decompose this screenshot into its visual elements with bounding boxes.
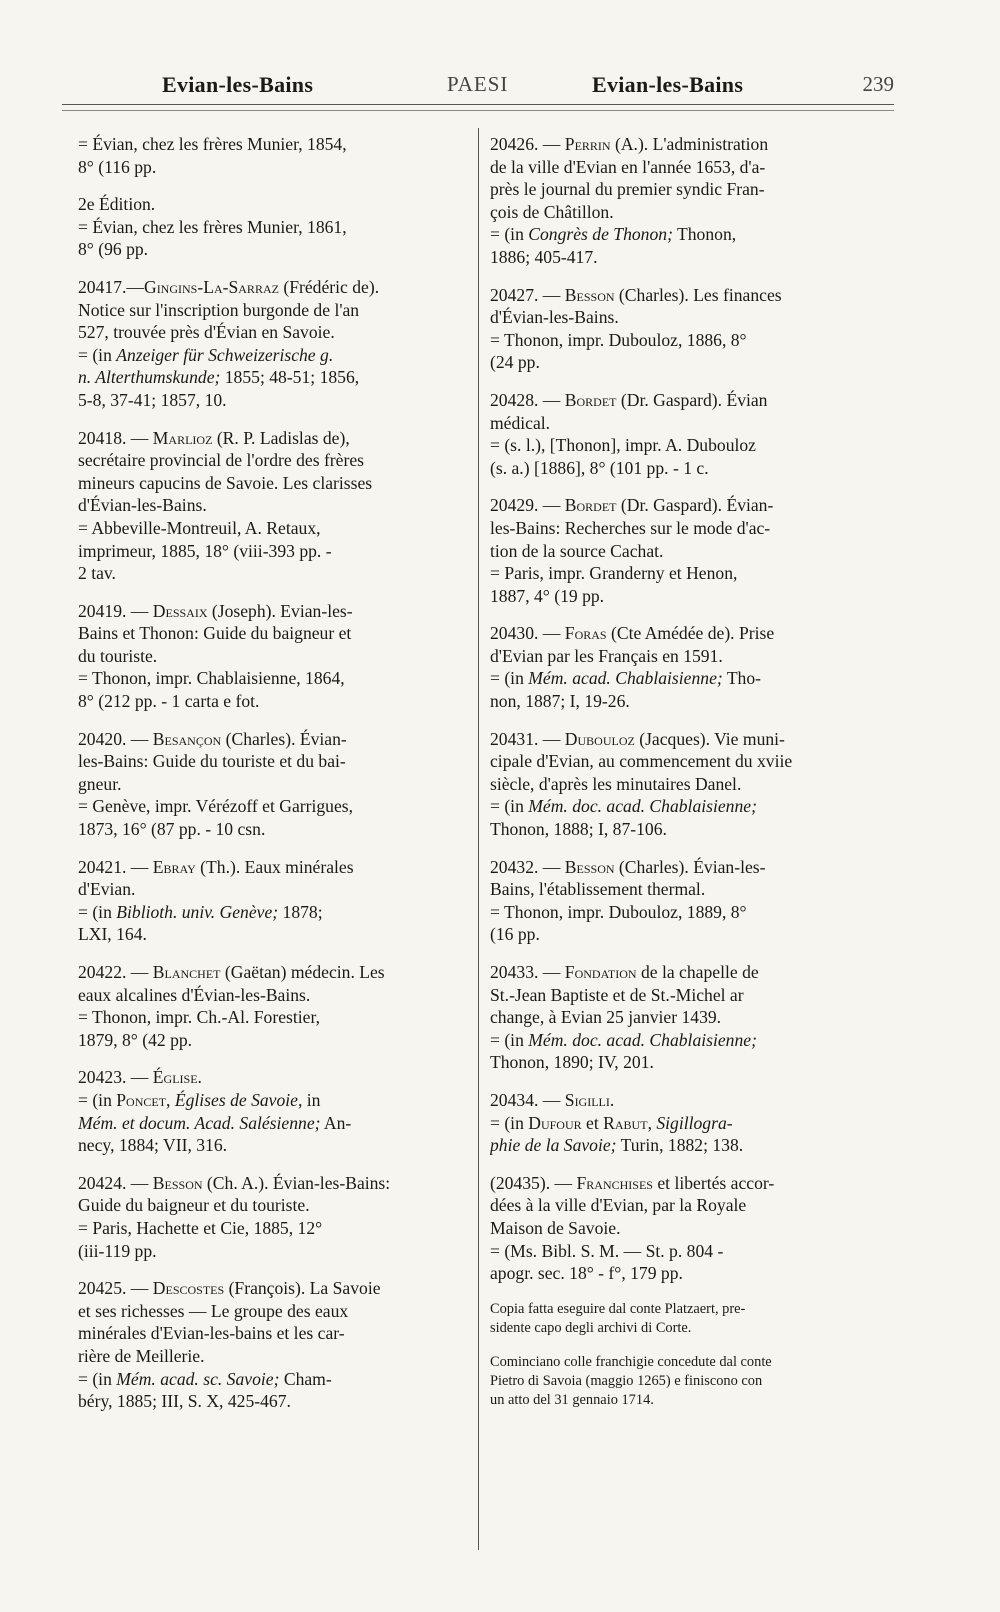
entry-line (78, 750, 464, 773)
text-run: dées à la ville d'Evian, par la Royale (490, 1195, 747, 1216)
text-run: gneur. (78, 773, 122, 794)
entry-line (490, 133, 890, 156)
text-run: non, 1887; I, 19-26. (490, 691, 630, 712)
entry-line (78, 1029, 464, 1052)
entry-line (490, 984, 890, 1007)
entry-line (78, 818, 464, 841)
entry-line (490, 773, 890, 796)
text-run: 5-8, 37-41; 1857, 10. (78, 389, 227, 410)
entry-line (78, 728, 464, 751)
text-run: 527, trouvée près d'Évian en Savoie. (78, 322, 335, 343)
text-run: Mém. acad. sc. Savoie; (116, 1368, 280, 1389)
text-run: Dubouloz (564, 728, 635, 749)
entry-line (490, 622, 890, 645)
text-run: (20435). — (490, 1172, 577, 1193)
text-run: Thonon, (672, 224, 737, 245)
text-run: (Joseph). Evian-les- (207, 600, 353, 621)
text-run: 20419. — (78, 600, 153, 621)
text-run: 20420. — (78, 728, 153, 749)
text-run: d'Évian-les-Bains. (78, 495, 207, 516)
text-run: 2 tav. (78, 563, 116, 584)
text-run: = (in (78, 1089, 117, 1110)
entry-line (490, 878, 890, 901)
entry-line (78, 878, 464, 901)
entry-line (490, 795, 890, 818)
entry-line (490, 412, 890, 435)
entry-line (78, 1345, 464, 1368)
text-run: 1887, 4° (19 pp. (490, 585, 605, 606)
text-run: les-Bains: Guide du touriste et du bai- (78, 751, 346, 772)
entry-line (78, 923, 464, 946)
text-run: minérales d'Evian-les-bains et les car- (78, 1323, 345, 1344)
entry-line (78, 156, 464, 179)
bibliography-entry (490, 389, 890, 479)
entry-line (78, 344, 464, 367)
text-run: = Thonon, impr. Chablaisienne, 1864, (78, 668, 345, 689)
text-run: Guide du baigneur et du touriste. (78, 1195, 310, 1216)
entry-line (78, 622, 464, 645)
entry-line (78, 449, 464, 472)
text-run: 20418. — (78, 427, 153, 448)
entry-line (490, 1089, 890, 1112)
text-run: Église. (152, 1067, 202, 1088)
text-run: = (in (78, 1368, 117, 1389)
text-run: eaux alcalines d'Évian-les-Bains. (78, 984, 311, 1005)
entry-line (78, 494, 464, 517)
text-run: d'Evian par les Français en 1591. (490, 645, 723, 666)
page-header (62, 68, 894, 108)
entry-line (78, 1368, 464, 1391)
text-run: Perrin (564, 134, 611, 154)
text-run: les-Bains: Recherches sur le mode d'ac- (490, 517, 771, 538)
bibliography-entry (78, 427, 464, 585)
bibliography-entry (490, 494, 890, 607)
bibliography-entry (490, 856, 890, 946)
bibliography-entry (78, 1277, 464, 1413)
entry-line (490, 1319, 890, 1338)
text-run: Mém. doc. acad. Chablaisienne; (528, 796, 757, 817)
text-run: (Th.). Eaux minérales (195, 856, 354, 877)
entry-line (490, 1051, 890, 1074)
text-run: d'Evian. (78, 879, 136, 900)
text-run: (16 pp. (490, 924, 540, 945)
text-run: 20424. — (78, 1172, 153, 1193)
text-run: (R. P. Ladislas de), (212, 427, 350, 448)
entry-note (490, 1300, 890, 1338)
entry-line (78, 690, 464, 713)
entry-line (490, 728, 890, 751)
entry-line (78, 562, 464, 585)
bibliography-entry (490, 284, 890, 374)
running-title-right: Evian-les-Bains (592, 72, 744, 97)
bibliography-entry (78, 1066, 464, 1156)
entry-line (490, 284, 890, 307)
text-run: = Évian, chez les frères Munier, 1854, (78, 134, 347, 154)
text-run: de la ville d'Evian en l'année 1653, d'a- (490, 156, 766, 177)
text-run: = (Ms. Bibl. S. M. — St. p. 804 - (490, 1240, 724, 1261)
right-column (490, 133, 890, 1425)
text-run: béry, 1885; III, S. X, 425-467. (78, 1391, 291, 1412)
text-run: et ses richesses — Le groupe des eaux (78, 1300, 349, 1321)
text-run: Fondation (564, 962, 637, 982)
text-run: (iii-119 pp. (78, 1240, 157, 1261)
text-run: (Frédéric de). (278, 276, 380, 297)
bibliography-entry (78, 961, 464, 1051)
text-run: , (166, 1089, 175, 1110)
text-run: = (in (490, 668, 529, 689)
text-run: 20428. — (490, 389, 565, 410)
text-run: necy, 1884; VII, 316. (78, 1135, 228, 1156)
text-run: un atto del 31 gennaio 1714. (490, 1391, 654, 1408)
text-run: 1873, 16° (87 pp. - 10 csn. (78, 819, 266, 840)
text-run: = (in (490, 224, 529, 245)
page-number: 239 (862, 72, 894, 96)
text-run: 20431. — (490, 728, 565, 749)
text-run: 20427. — (490, 284, 565, 305)
text-run: = (in (490, 796, 529, 817)
entry-line (490, 1262, 890, 1285)
entry-line (490, 329, 890, 352)
text-run: Mém. acad. Chablaisienne; (528, 668, 723, 689)
text-run: imprimeur, 1885, 18° (viii-393 pp. - (78, 540, 332, 561)
text-run: 20422. — (78, 962, 153, 982)
text-run: Rabut (603, 1112, 648, 1133)
text-run: et (581, 1112, 604, 1133)
text-run: = (in (490, 1112, 529, 1133)
entry-line (490, 1029, 890, 1052)
bibliography-entry (78, 193, 464, 261)
entry-line (490, 540, 890, 563)
entry-line (78, 193, 464, 216)
text-run: 8° (212 pp. - 1 carta e fot. (78, 691, 260, 712)
text-run: = (in (490, 1029, 529, 1050)
entry-line (490, 201, 890, 224)
bibliography-entry (78, 276, 464, 412)
text-run: 20433. — (490, 962, 565, 982)
entry-line (490, 856, 890, 879)
entry-line (78, 1217, 464, 1240)
text-run: = Abbeville-Montreuil, A. Retaux, (78, 517, 321, 538)
text-run: = Thonon, impr. Dubouloz, 1889, 8° (490, 901, 747, 922)
text-run: mineurs capucins de Savoie. Les clarisses (78, 472, 373, 493)
text-run: du touriste. (78, 645, 158, 666)
text-run: apogr. sec. 18° - f°, 179 pp. (490, 1263, 683, 1284)
text-run: Pietro di Savoia (maggio 1265) e finiscono con (490, 1372, 763, 1389)
entry-line (490, 923, 890, 946)
entry-line (490, 1006, 890, 1029)
text-run: 20417.— (78, 276, 144, 297)
text-run: = (in (78, 344, 117, 365)
text-run: (Gaëtan) médecin. Les (220, 962, 385, 982)
entry-line (490, 1217, 890, 1240)
entry-line (78, 1089, 464, 1112)
entry-line (78, 1322, 464, 1345)
entry-line (490, 156, 890, 179)
entry-line (490, 750, 890, 773)
entry-line (490, 306, 890, 329)
text-run: 20429. — (490, 495, 565, 516)
entry-line (78, 1240, 464, 1263)
text-run: 1855; 48-51; 1856, (220, 367, 360, 388)
entry-line (490, 645, 890, 668)
text-run: 20423. — (78, 1067, 153, 1088)
entry-line (490, 1353, 890, 1372)
text-run: siècle, d'après les minutaires Danel. (490, 773, 742, 794)
text-run: 20425. — (78, 1278, 153, 1299)
text-run: (Dr. Gaspard). Évian (616, 389, 768, 410)
text-run: = (in (78, 901, 117, 922)
text-run: = Évian, chez les frères Munier, 1861, (78, 216, 347, 237)
entry-line (490, 818, 890, 841)
entry-line (490, 434, 890, 457)
text-run: Congrès de Thonon; (528, 224, 673, 245)
text-run: phie de la Savoie; (490, 1135, 617, 1156)
entry-line (490, 961, 890, 984)
entry-line (78, 427, 464, 450)
entry-line (490, 1372, 890, 1391)
text-run: Bains et Thonon: Guide du baigneur et (78, 623, 352, 644)
text-run: 1879, 8° (42 pp. (78, 1029, 193, 1050)
text-run: Sigilli. (564, 1089, 615, 1110)
entry-line (78, 1134, 464, 1157)
text-run: Biblioth. univ. Genève; (116, 901, 279, 922)
text-run: cipale d'Evian, au commencement du xviie (490, 751, 793, 772)
entry-line (78, 984, 464, 1007)
text-run: çois de Châtillon. (490, 201, 614, 222)
text-run: = Thonon, impr. Ch.-Al. Forestier, (78, 1007, 320, 1028)
bibliography-entry (78, 856, 464, 946)
text-run: Copia fatta eseguire dal conte Platzaert, pre- (490, 1300, 746, 1317)
entry-line (490, 351, 890, 374)
text-run: Maison de Savoie. (490, 1217, 621, 1238)
bibliography-entry (78, 728, 464, 841)
text-run: n. Alterthumskunde; (78, 367, 221, 388)
text-run: Poncet (116, 1089, 167, 1110)
entry-line (490, 1240, 890, 1263)
bibliography-entry (490, 622, 890, 712)
entry-line (78, 856, 464, 879)
text-run: Tho- (722, 668, 762, 689)
text-run: , (647, 1112, 657, 1133)
running-title-center: PAESI (447, 72, 509, 96)
entry-line (490, 562, 890, 585)
text-run: tion de la source Cachat. (490, 540, 664, 561)
text-run: (24 pp. (490, 352, 540, 373)
bibliography-entry (490, 728, 890, 841)
entry-line (78, 540, 464, 563)
entry-line (78, 321, 464, 344)
entry-line (78, 366, 464, 389)
entry-line (490, 178, 890, 201)
entry-line (78, 216, 464, 239)
text-run: 8° (116 pp. (78, 156, 157, 177)
text-run: sidente capo degli archivi di Corte. (490, 1319, 692, 1336)
entry-line (490, 389, 890, 412)
text-run: Blanchet (152, 962, 221, 982)
text-run: secrétaire provincial de l'ordre des frères (78, 450, 364, 471)
entry-line (78, 1112, 464, 1135)
text-run: 20432. — (490, 856, 565, 877)
text-run: Dessaix (152, 600, 208, 621)
entry-line (490, 223, 890, 246)
bibliography-entry (490, 133, 890, 269)
text-run: près le journal du premier syndic Fran- (490, 179, 765, 200)
entry-line (490, 901, 890, 924)
text-run: = Paris, Hachette et Cie, 1885, 12° (78, 1217, 323, 1238)
entry-line (490, 667, 890, 690)
entry-line (490, 517, 890, 540)
entry-line (490, 1134, 890, 1157)
text-run: (François). La Savoie (224, 1278, 381, 1299)
header-rule (62, 104, 894, 105)
entry-line (78, 645, 464, 668)
text-run: in (302, 1089, 321, 1110)
entry-line (78, 1006, 464, 1029)
text-run: 1878; (278, 901, 323, 922)
text-run: (s. a.) [1886], 8° (101 pp. - 1 c. (490, 457, 709, 478)
text-run: de la chapelle de (636, 962, 759, 982)
text-run: change, à Evian 25 janvier 1439. (490, 1007, 722, 1028)
text-run: Besson (564, 284, 615, 305)
text-run: = Paris, impr. Granderny et Henon, (490, 563, 738, 584)
bibliography-entry (490, 961, 890, 1074)
left-column (78, 133, 464, 1428)
text-run: d'Évian-les-Bains. (490, 307, 619, 328)
text-run: Besson (152, 1172, 203, 1193)
entry-line (490, 1391, 890, 1410)
bibliography-entry (78, 1172, 464, 1262)
text-run: Thonon, 1890; IV, 201. (490, 1052, 654, 1073)
text-run: Foras (564, 623, 607, 644)
entry-line (490, 585, 890, 608)
text-run: LXI, 164. (78, 924, 147, 945)
header-rule-double (62, 110, 894, 111)
entry-line (490, 246, 890, 269)
text-run: Besançon (152, 728, 222, 749)
entry-line (78, 961, 464, 984)
entry-line (78, 773, 464, 796)
entry-line (490, 1172, 890, 1195)
bibliography-entry (490, 1089, 890, 1157)
entry-line (78, 1390, 464, 1413)
entry-note (490, 1353, 890, 1410)
text-run: Descostes (152, 1278, 225, 1299)
text-run: Anzeiger für Schweizerische g. (116, 344, 334, 365)
text-run: Mém. et docum. Acad. Salésienne; (78, 1112, 321, 1133)
entry-line (78, 795, 464, 818)
text-run: Notice sur l'inscription burgonde de l'an (78, 299, 360, 320)
text-run: 1886; 405-417. (490, 246, 598, 267)
entry-line (490, 690, 890, 713)
text-run: Franchises (576, 1172, 653, 1193)
text-run: (Cte Amédée de). Prise (606, 623, 775, 644)
text-run: Cham- (279, 1368, 332, 1389)
text-run: (Jacques). Vie muni- (634, 728, 785, 749)
text-run: médical. (490, 412, 551, 433)
text-run: (A.). L'administration (610, 134, 769, 154)
text-run: Bordet (564, 389, 617, 410)
text-run: Sigillogra- (656, 1112, 733, 1133)
text-run: (Charles). Évian-les- (614, 856, 766, 877)
entry-line (78, 667, 464, 690)
text-run: = Thonon, impr. Dubouloz, 1886, 8° (490, 329, 747, 350)
running-title-left: Evian-les-Bains (162, 72, 314, 97)
text-run: (Charles). Évian- (221, 728, 347, 749)
entry-line (78, 276, 464, 299)
text-run: Besson (564, 856, 615, 877)
text-run: = Genève, impr. Vérézoff et Garrigues, (78, 796, 354, 817)
entry-line (78, 1172, 464, 1195)
entry-line (490, 1300, 890, 1319)
entry-line (78, 238, 464, 261)
text-run: Mém. doc. acad. Chablaisienne; (528, 1029, 757, 1050)
text-run: et libertés accor- (652, 1172, 775, 1193)
text-run: 2e Édition. (78, 194, 156, 215)
entry-line (78, 517, 464, 540)
text-run: Thonon, 1888; I, 87-106. (490, 819, 667, 840)
bibliography-entry (78, 133, 464, 178)
text-run: 20430. — (490, 623, 565, 644)
text-run: rière de Meillerie. (78, 1345, 205, 1366)
text-run: = (s. l.), [Thonon], impr. A. Dubouloz (490, 435, 756, 456)
entry-line (78, 901, 464, 924)
bibliography-entry (490, 1172, 890, 1285)
text-run: 20426. — (490, 134, 565, 154)
text-run: Ebray (152, 856, 196, 877)
entry-line (490, 494, 890, 517)
entry-line (490, 1112, 890, 1135)
text-run: 8° (96 pp. (78, 239, 149, 260)
text-run: Cominciano colle franchigie concedute dal conte (490, 1353, 772, 1370)
entry-line (490, 1194, 890, 1217)
text-run: Gingins-La-Sarraz (143, 276, 279, 297)
text-run: Bordet (564, 495, 617, 516)
text-run: 20434. — (490, 1089, 565, 1110)
text-run: Églises de Savoie, (174, 1089, 303, 1110)
entry-line (78, 1194, 464, 1217)
text-run: (Dr. Gaspard). Évian- (616, 495, 774, 516)
column-divider (478, 128, 479, 1550)
text-run: Dufour (528, 1112, 582, 1133)
entry-line (78, 1277, 464, 1300)
entry-line (78, 299, 464, 322)
entry-line (78, 1066, 464, 1089)
entry-line (78, 133, 464, 156)
text-run: Bains, l'établissement thermal. (490, 879, 706, 900)
bibliography-entry (78, 600, 464, 713)
text-run: (Ch. A.). Évian-les-Bains: (202, 1172, 391, 1193)
text-run: 20421. — (78, 856, 153, 877)
text-run: Turin, 1882; 138. (616, 1135, 744, 1156)
entry-line (78, 389, 464, 412)
entry-line (78, 600, 464, 623)
text-run: (Charles). Les finances (614, 284, 782, 305)
text-run: An- (320, 1112, 352, 1133)
entry-line (78, 472, 464, 495)
text-run: St.-Jean Baptiste et de St.-Michel ar (490, 984, 744, 1005)
entry-line (490, 457, 890, 480)
entry-line (78, 1300, 464, 1323)
text-run: Marlioz (152, 427, 213, 448)
